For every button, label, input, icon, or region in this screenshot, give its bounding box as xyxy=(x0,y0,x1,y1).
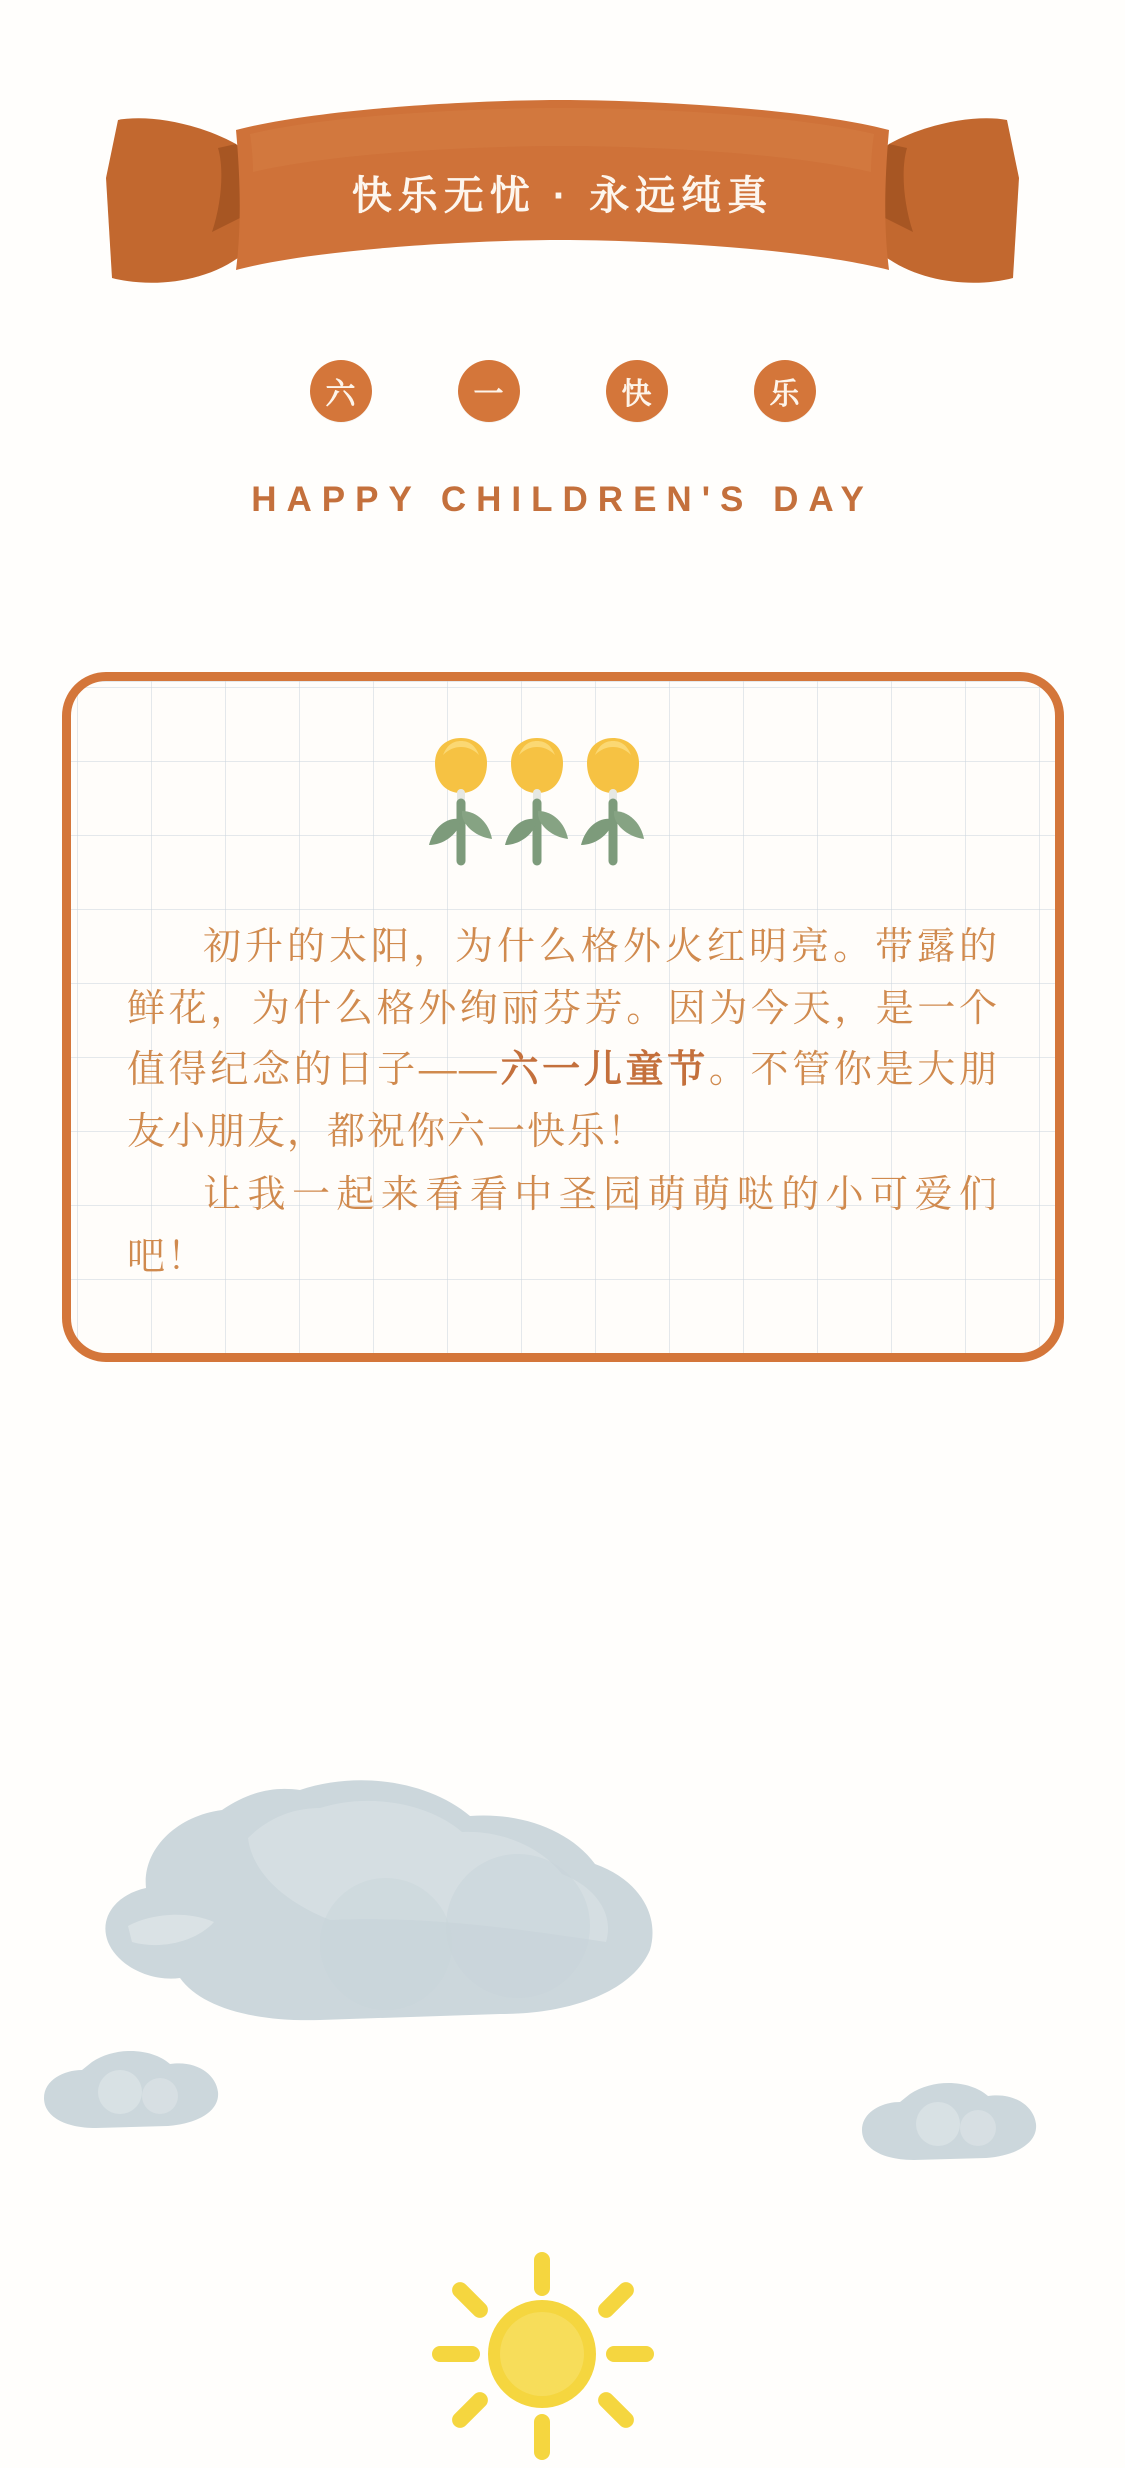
paragraph-1-highlight: 六一儿童节 xyxy=(498,1049,709,1092)
badge-4: 乐 xyxy=(754,360,816,422)
small-cloud-right-icon xyxy=(862,2083,1036,2160)
content-card xyxy=(62,672,1064,1362)
badge-2: 一 xyxy=(458,360,520,422)
english-subtitle: HAPPY CHILDREN'S DAY xyxy=(251,480,874,519)
paragraph-1 xyxy=(127,917,999,1163)
banner-title: 快乐无忧 · 永远纯真 xyxy=(351,174,774,218)
paragraph-1-part-1: 初升的太阳，为什么格外火红明亮。带露的鲜花，为什么格外绚丽芬芳。因为今天，是一个值得纪念的日子—— xyxy=(127,926,999,1092)
card-body-text xyxy=(127,917,999,1288)
paragraph-2-part-1: 让我一起来看看中圣园萌萌哒的小可爱们吧！ xyxy=(127,1174,999,1278)
paragraph-2 xyxy=(127,1165,999,1288)
sun-icon xyxy=(432,2252,654,2460)
badge-3: 快 xyxy=(606,360,668,422)
tulip-flowers-icon xyxy=(413,733,713,873)
big-cloud-icon xyxy=(105,1780,652,2020)
clouds-and-sun-illustration xyxy=(0,1730,1125,2468)
paragraph-1-part-3: 。不管你是大朋友小朋友，都祝你六一快乐！ xyxy=(127,1049,999,1153)
banner-ribbon xyxy=(0,52,1125,302)
small-cloud-left-icon xyxy=(44,2051,218,2128)
badge-1: 六 xyxy=(310,360,372,422)
badge-row xyxy=(0,360,1125,422)
scene-shapes xyxy=(0,1730,1125,2468)
